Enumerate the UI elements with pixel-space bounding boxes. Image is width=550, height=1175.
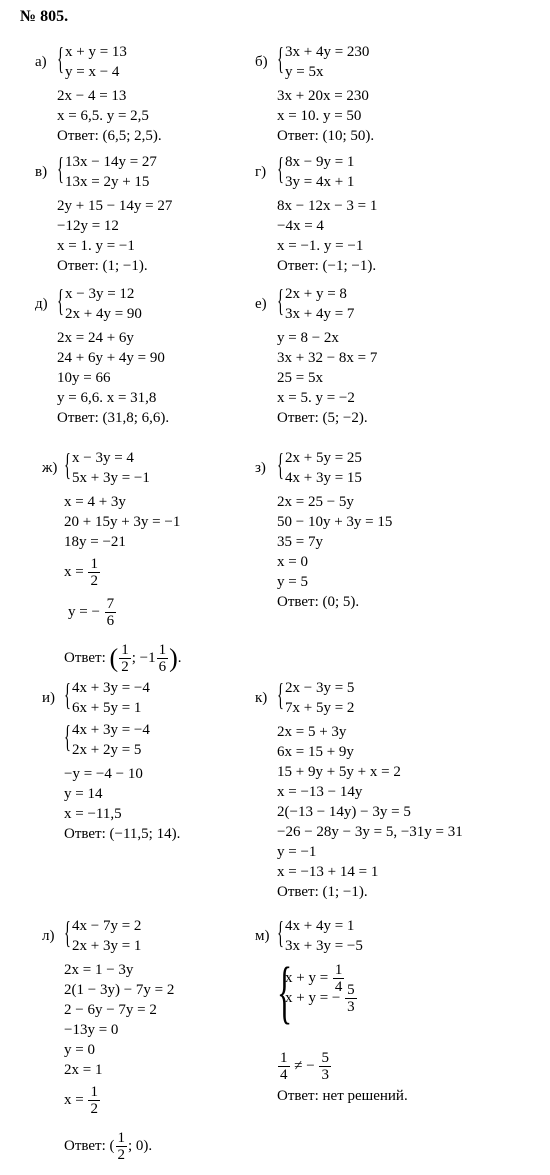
system-brace: { bbox=[64, 676, 71, 712]
fraction: $\frac{5}{3}$ bbox=[347, 982, 355, 1015]
fraction: $\frac{1}{2}$ bbox=[117, 1130, 126, 1164]
system-brace: { bbox=[277, 40, 284, 76]
solution-steps: −y = −4 − 10 y = 14 x = −11,5 Ответ: (−11,5; 14). bbox=[64, 766, 181, 842]
fraction: $\frac{1}{6}$ bbox=[158, 642, 167, 676]
equation-system: 8x − 9y = 1 3y = 4x + 1 bbox=[285, 154, 355, 190]
system-brace: { bbox=[57, 40, 64, 76]
problem-label: з) bbox=[255, 460, 266, 476]
system-brace: { bbox=[277, 676, 284, 712]
system-brace: { bbox=[277, 282, 284, 318]
answer: Ответ: ( $\frac{1}{2}$ ; −1 $\frac{1}{6}$ ). bbox=[64, 642, 182, 676]
problem-label: и) bbox=[42, 690, 56, 706]
x-value: x = $\frac{1}{2}$ bbox=[64, 556, 98, 590]
fraction: $\frac{1}{4}$ bbox=[280, 1050, 288, 1084]
solution-steps bbox=[277, 1046, 408, 1106]
problem-label: ж) bbox=[42, 460, 58, 476]
system-brace: { bbox=[57, 282, 64, 318]
equation-system: 3x + 4y = 230 y = 5x bbox=[285, 44, 370, 80]
problem-label: б) bbox=[255, 54, 268, 70]
solution-steps: 2x − 4 = 13 x = 6,5. y = 2,5 Ответ: (6,5; 2,5). bbox=[57, 88, 162, 144]
solution-steps: 2x = 24 + 6y 24 + 6y + 4y = 90 10y = 66 y = 6,6. x = 31,8 Ответ: (31,8; 6,6). bbox=[57, 330, 170, 426]
fraction: $\frac{1}{4}$ bbox=[334, 962, 343, 995]
system-brace: { bbox=[64, 446, 71, 482]
system-brace: { bbox=[277, 954, 293, 1031]
equation-system: 4x − 7y = 2 2x + 3y = 1 bbox=[72, 918, 142, 954]
solution-steps: 2x = 1 − 3y 2(1 − 3y) − 7y = 2 2 − 6y − 7y = 2 −13y = 0 y = 0 2x = 1 x = $\frac{1}{2}$ Ответ: ( $\frac{1}{2}$ ; 0). bbox=[64, 960, 174, 1166]
problem-label: в) bbox=[35, 164, 48, 180]
solution-steps: 3x + 20x = 230 x = 10. y = 50 Ответ: (10; 50). bbox=[277, 88, 375, 144]
inequality: $\frac{1}{4}$ ≠ − $\frac{5}{3}$ bbox=[280, 1050, 329, 1084]
system-brace: { bbox=[277, 446, 284, 482]
fraction: $\frac{1}{2}$ bbox=[121, 642, 129, 676]
equation-system: 2x − 3y = 5 7x + 5y = 2 bbox=[285, 680, 355, 716]
solution-steps: 2x = 5 + 3y 6x = 15 + 9y 15 + 9y + 5y + x = 2 x = −13 − 14y 2(−13 − 14y) − 3y = 5 −26 − 28y − 3y = 5, −31y = 31 y = −1 x = −13 + 14 = 1 Ответ: (1; −1). bbox=[277, 724, 463, 900]
answer: Ответ: нет решений. bbox=[277, 1088, 408, 1104]
solution-steps: 2y + 15 − 14y = 27 −12y = 12 x = 1. y = −1 Ответ: (1; −1). bbox=[57, 198, 173, 274]
equation-system-2: x + y = $\frac{1}{4}$ x + y = − $\frac{5}{3}$ bbox=[285, 962, 355, 1015]
equation-system: x − 3y = 4 5x + 3y = −1 bbox=[72, 450, 150, 486]
equation-system: x − 3y = 12 2x + 4y = 90 bbox=[65, 286, 142, 322]
fraction: $\frac{5}{3}$ bbox=[321, 1050, 329, 1084]
fraction: $\frac{1}{2}$ bbox=[90, 1084, 98, 1118]
problem-label: е) bbox=[255, 296, 267, 312]
system-brace: { bbox=[64, 914, 71, 950]
y-value: y = − $\frac{7}{6}$ bbox=[68, 596, 115, 630]
x-value: x = $\frac{1}{2}$ bbox=[64, 1084, 98, 1118]
equation-system: 4x + 4y = 1 3x + 3y = −5 bbox=[285, 918, 363, 954]
answer: Ответ: ( $\frac{1}{2}$ ; 0). bbox=[64, 1130, 153, 1164]
system-brace: { bbox=[57, 150, 64, 186]
equation-system-2: 4x + 3y = −4 2x + 2y = 5 bbox=[72, 722, 150, 758]
system-brace: { bbox=[277, 914, 284, 950]
problem-label: м) bbox=[255, 928, 270, 944]
equation-system: 2x + 5y = 25 4x + 3y = 15 bbox=[285, 450, 362, 486]
solution-steps: 8x − 12x − 3 = 1 −4x = 4 x = −1. y = −1 Ответ: (−1; −1). bbox=[277, 198, 378, 274]
system-brace: { bbox=[64, 718, 71, 754]
fraction: $\frac{1}{2}$ bbox=[90, 556, 98, 590]
solution-steps: y = 8 − 2x 3x + 32 − 8x = 7 25 = 5x x = 5. y = −2 Ответ: (5; −2). bbox=[277, 330, 378, 426]
fraction: $\frac{7}{6}$ bbox=[106, 596, 115, 630]
exercise-number: № 805. bbox=[20, 8, 69, 25]
problem-label: к) bbox=[255, 690, 268, 706]
equation-system: 2x + y = 8 3x + 4y = 7 bbox=[285, 286, 355, 322]
equation-system: x + y = 13 y = x − 4 bbox=[65, 44, 127, 80]
equation-system: 4x + 3y = −4 6x + 5y = 1 bbox=[72, 680, 150, 716]
problem-label: г) bbox=[255, 164, 267, 180]
problem-label: л) bbox=[42, 928, 55, 944]
solution-steps: x = 4 + 3y 20 + 15y + 3y = −1 18y = −21 x = $\frac{1}{2}$ y = − $\frac{7}{6}$ Ответ: ( $\frac{1}{2}$ ; −1 $\frac{1}{6}$ ). bbox=[64, 492, 182, 678]
equation-system: 13x − 14y = 27 13x = 2y + 15 bbox=[65, 154, 157, 190]
problem-label: а) bbox=[35, 54, 47, 70]
problem-label: д) bbox=[35, 296, 48, 312]
solution-steps: 2x = 25 − 5y 50 − 10y + 3y = 15 35 = 7y x = 0 y = 5 Ответ: (0; 5). bbox=[277, 494, 393, 610]
system-brace: { bbox=[277, 150, 284, 186]
